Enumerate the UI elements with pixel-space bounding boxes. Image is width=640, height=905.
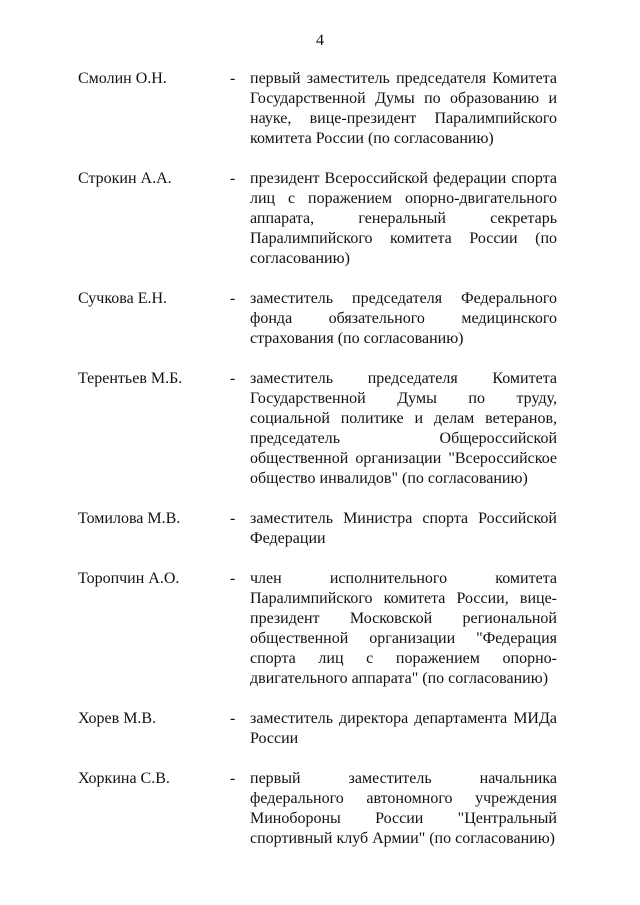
member-position: первый заместитель начальника федерального автономного учреждения Минобороны России "Центральный спортивный клуб Армии" (по согласованию) — [250, 770, 557, 847]
list-item — [0, 169, 640, 269]
member-position: президент Всероссийской федерации спорта лиц с поражением опорно-двигательного аппарата, генеральный секретарь Паралимпийского комитета России (по согласованию) — [250, 170, 557, 267]
member-name: Хоркина С.В. — [78, 770, 170, 787]
separator-dash: - — [230, 170, 236, 187]
member-name: Томилова М.В. — [78, 510, 181, 527]
member-position: член исполнительного комитета Паралимпийского комитета России, вице-президент Московской региональной общественной организации "Федерация спорта лиц с поражением опорно-двигательного аппарата" (по согласованию) — [250, 570, 557, 687]
list-item — [0, 509, 640, 549]
member-position: заместитель Министра спорта Российской Федерации — [250, 510, 557, 547]
member-name: Строкин А.А. — [78, 170, 172, 187]
member-position: заместитель председателя Федерального фонда обязательного медицинского страхования (по согласованию) — [250, 290, 557, 347]
member-name: Смолин О.Н. — [78, 70, 167, 87]
separator-dash: - — [230, 510, 236, 527]
member-name: Сучкова Е.Н. — [78, 290, 168, 307]
separator-dash: - — [230, 710, 236, 727]
member-position: первый заместитель председателя Комитета Государственной Думы по образованию и науке, вице-президент Паралимпийского комитета России (по согласованию) — [250, 70, 557, 147]
separator-dash: - — [230, 570, 236, 587]
page-number: 4 — [316, 32, 324, 49]
list-item — [0, 289, 640, 349]
member-name: Торопчин А.О. — [78, 570, 180, 587]
member-position: заместитель председателя Комитета Государственной Думы по труду, социальной политике и делам ветеранов, председатель Общероссийской общественной организации "Всероссийское общество инвалидов" (по согласованию) — [250, 370, 557, 487]
list-item — [0, 569, 640, 689]
member-name: Терентьев М.Б. — [78, 370, 183, 387]
member-name: Хорев М.В. — [78, 710, 157, 727]
separator-dash: - — [230, 370, 236, 387]
list-item — [0, 69, 640, 149]
list-item — [0, 369, 640, 489]
list-item — [0, 709, 640, 749]
separator-dash: - — [230, 770, 236, 787]
member-list — [0, 69, 640, 869]
member-position: заместитель директора департамента МИДа России — [250, 710, 557, 747]
list-item — [0, 769, 640, 849]
separator-dash: - — [230, 70, 236, 87]
separator-dash: - — [230, 290, 236, 307]
